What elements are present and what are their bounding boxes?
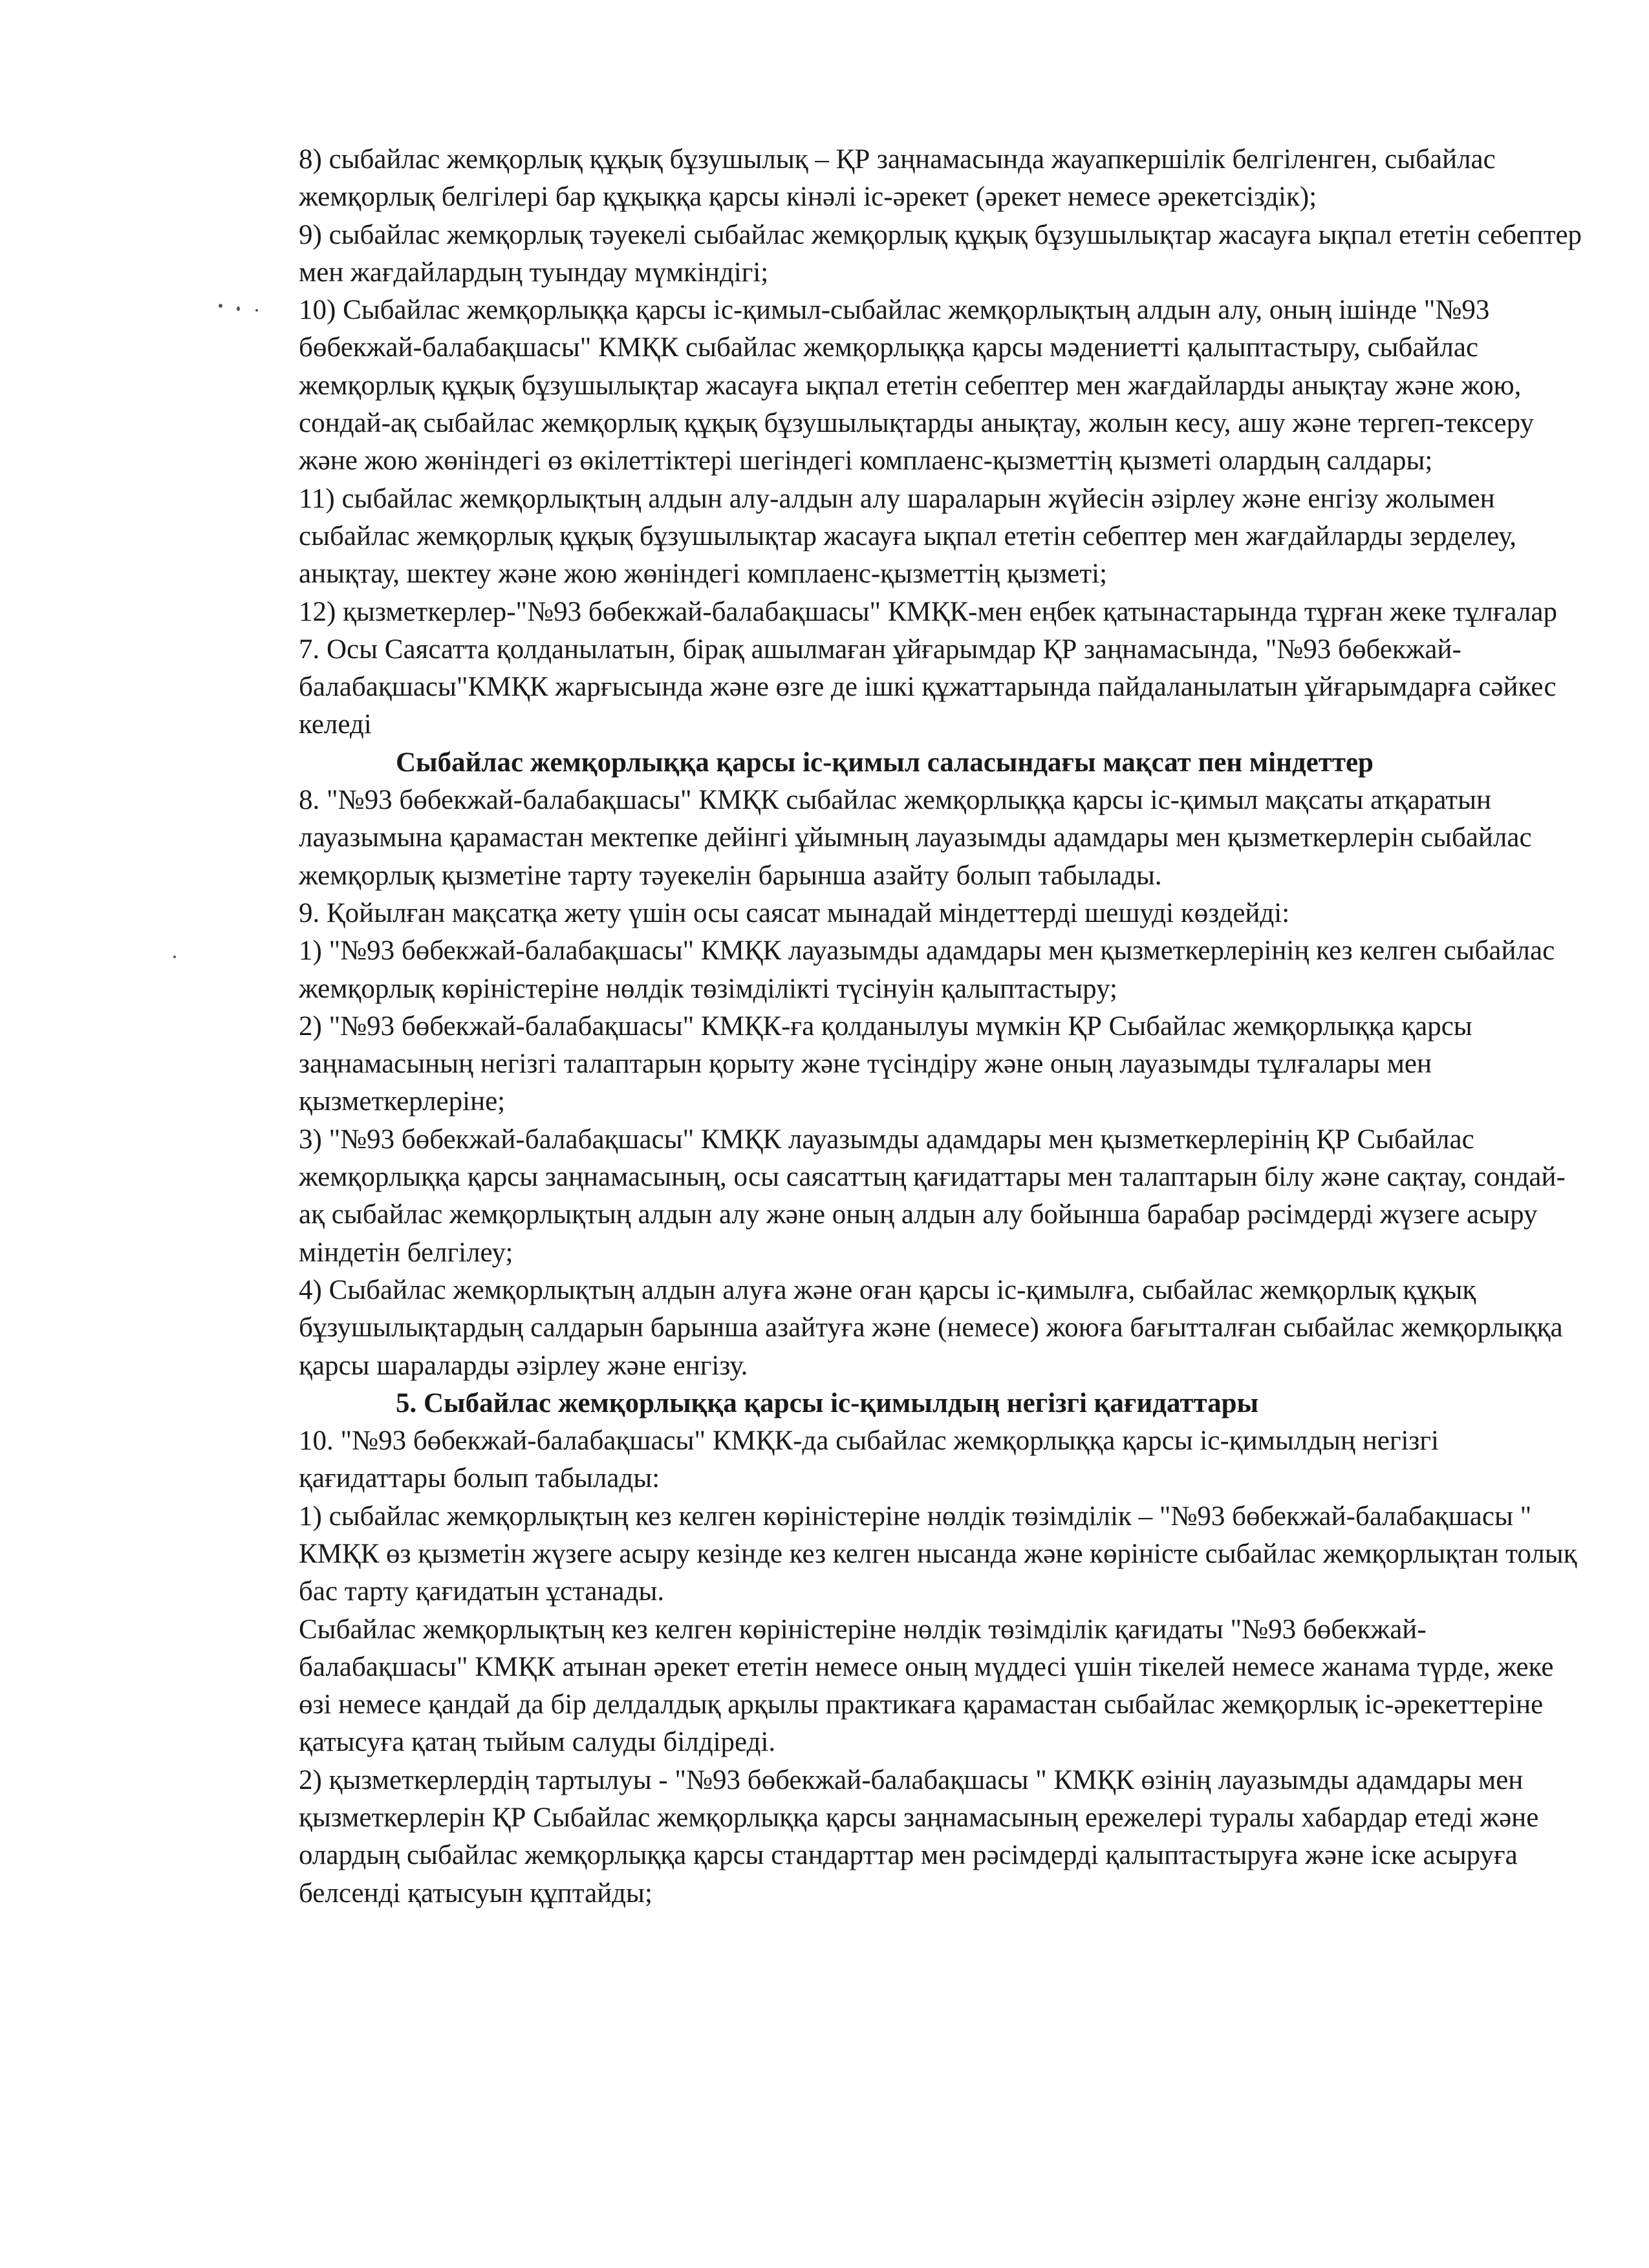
definition-item-12: 12) қызметкерлер-"№93 бөбекжай-балабақшасы" КМҚК-мен еңбек қатынастарында тұрған жеке тұлғалар xyxy=(299,596,1557,627)
document-body xyxy=(299,141,1586,1912)
section-heading-principles: 5. Сыбайлас жемқорлыққа қарсы іс-қимылдың негізгі қағидаттары xyxy=(396,1387,1259,1418)
definition-item-10: 10) Сыбайлас жемқорлыққа қарсы іс-қимыл-сыбайлас жемқорлықтың алдын алу, оның ішінде "№93 бөбекжай-балабақшасы" КМҚК сыбайлас жемқорлыққа қарсы мәдениетті қалыптастыру, сыбайлас жемқорлық құқық бұзушылықтар жасауға ықпал ететін себептер мен жағдайларды анықтау және жою, сондай-ақ сыбайлас жемқорлық құқық бұзушылықтарды анықтау, жолын кесу, ашу және тергеп-тексеру және жою жөніндегі өз өкілеттіктері шегіндегі комплаенс-қызметтің қызметі олардың салдары; xyxy=(299,295,1535,476)
scan-speck xyxy=(173,956,176,958)
principle-explanation: Сыбайлас жемқорлықтың кез келген көріністеріне нөлдік төзімділік қағидаты "№93 бөбекжай-балабақшасы" КМҚК атынан әрекет ететін немесе оның мүддесі үшін тікелей немесе жанама түрде, жеке өзі немесе қандай да бір делдалдық арқылы практикаға қарамастан сыбайлас жемқорлық іс-әрекеттеріне қатысуға қатаң тыйым салуды білдіреді. xyxy=(299,1614,1554,1758)
clause-8: 8. "№93 бөбекжай-балабақшасы" КМҚК сыбайлас жемқорлыққа қарсы іс-қимыл мақсаты атқаратын лауазымына қарамастан мектепке дейінгі ұйымның лауазымды адамдары мен қызметкерлерін сыбайлас жемқорлық қызметіне тарту тәуекелін барынша азайту болып табылады. xyxy=(299,785,1532,891)
definition-item-11: 11) сыбайлас жемқорлықтың алдын алу-алдын алу шараларын жүйесін әзірлеу және енгізу жолымен сыбайлас жемқорлық құқық бұзушылықтар жасауға ықпал ететін себептер мен жағдайларды зерделеу, анықтау, шектеу және жою жөніндегі комплаенс-қызметтің қызметі; xyxy=(299,483,1517,590)
definition-item-8: 8) сыбайлас жемқорлық құқық бұзушылық – ҚР заңнамасында жауапкершілік белгіленген, сыбайлас жемқорлық белгілері бар құқыққа қарсы кінәлі іс-әрекет (әрекет немесе әрекетсіздік); xyxy=(299,144,1496,213)
clause-9: 9. Қойылған мақсатқа жету үшін осы саясат мынадай міндеттерді шешуді көздейді: xyxy=(299,897,1290,928)
scan-speck xyxy=(237,306,240,311)
task-item-3: 3) "№93 бөбекжай-балабақшасы" КМҚК лауазымды адамдары мен қызметкерлерінің ҚР Сыбайлас жемқорлыққа қарсы заңнамасының, осы саясаттың қағидаттары мен талаптарын білу және сақтау, сондай-ақ сыбайлас жемқорлықтың алдын алу және оның алдын алу бойынша барабар рәсімдерді жүзеге асыру міндетін белгілеу; xyxy=(299,1124,1566,1268)
task-item-1: 1) "№93 бөбекжай-балабақшасы" КМҚК лауазымды адамдары мен қызметкерлерінің кез келген сыбайлас жемқорлық көріністеріне нөлдік төзімділікті түсінуін қалыптастыру; xyxy=(299,936,1555,1004)
scan-speck xyxy=(255,309,258,312)
task-item-4: 4) Сыбайлас жемқорлықтың алдын алуға және оған қарсы іс-қимылға, сыбайлас жемқорлық құқық бұзушылықтардың салдарын барынша азайтуға және (немесе) жоюға бағытталған сыбайлас жемқорлыққа қарсы шараларды әзірлеу және енгізу. xyxy=(299,1274,1563,1381)
section-heading-goals: Сыбайлас жемқорлыққа қарсы іс-қимыл саласындағы мақсат пен міндеттер xyxy=(396,747,1374,778)
clause-10: 10. "№93 бөбекжай-балабақшасы" КМҚК-да сыбайлас жемқорлыққа қарсы іс-қимылдың негізгі қағидаттары болып табылады: xyxy=(299,1426,1439,1494)
task-item-2: 2) "№93 бөбекжай-балабақшасы" КМҚК-ға қолданылуы мүмкін ҚР Сыбайлас жемқорлыққа қарсы заңнамасының негізгі талаптарын қорыту және түсіндіру және оның лауазымды тұлғалары мен қызметкерлеріне; xyxy=(299,1011,1472,1117)
principle-item-2: 2) қызметкерлердің тартылуы - "№93 бөбекжай-балабақшасы " КМҚК өзінің лауазымды адамдары мен қызметкерлерін ҚР Сыбайлас жемқорлыққа қарсы заңнамасының ережелері туралы хабардар етеді және олардың сыбайлас жемқорлыққа қарсы стандарттар мен рәсімдерді қалыптастыруға және іске асыруға белсенді қатысуын құптайды; xyxy=(299,1764,1539,1909)
principle-item-1: 1) сыбайлас жемқорлықтың кез келген көріністеріне нөлдік төзімділік – "№93 бөбекжай-балабақшасы " КМҚК өз қызметін жүзеге асыру кезінде кез келген нысанда және көріністе сыбайлас жемқорлықтан толық бас тарту қағидатын ұстанады. xyxy=(299,1501,1577,1607)
clause-7: 7. Осы Саясатта қолданылатын, бірақ ашылмаған ұйғарымдар ҚР заңнамасында, "№93 бөбекжай-балабақшасы"КМҚК жарғысында және өзге де ішкі құжаттарында пайдаланылатын ұйғарымдарға сәйкес келеді xyxy=(299,634,1557,740)
scan-speck xyxy=(219,304,222,308)
definition-item-9: 9) сыбайлас жемқорлық тәуекелі сыбайлас жемқорлық құқық бұзушылықтар жасауға ықпал ететін себептер мен жағдайлардың туындау мүмкіндігі; xyxy=(299,219,1582,288)
